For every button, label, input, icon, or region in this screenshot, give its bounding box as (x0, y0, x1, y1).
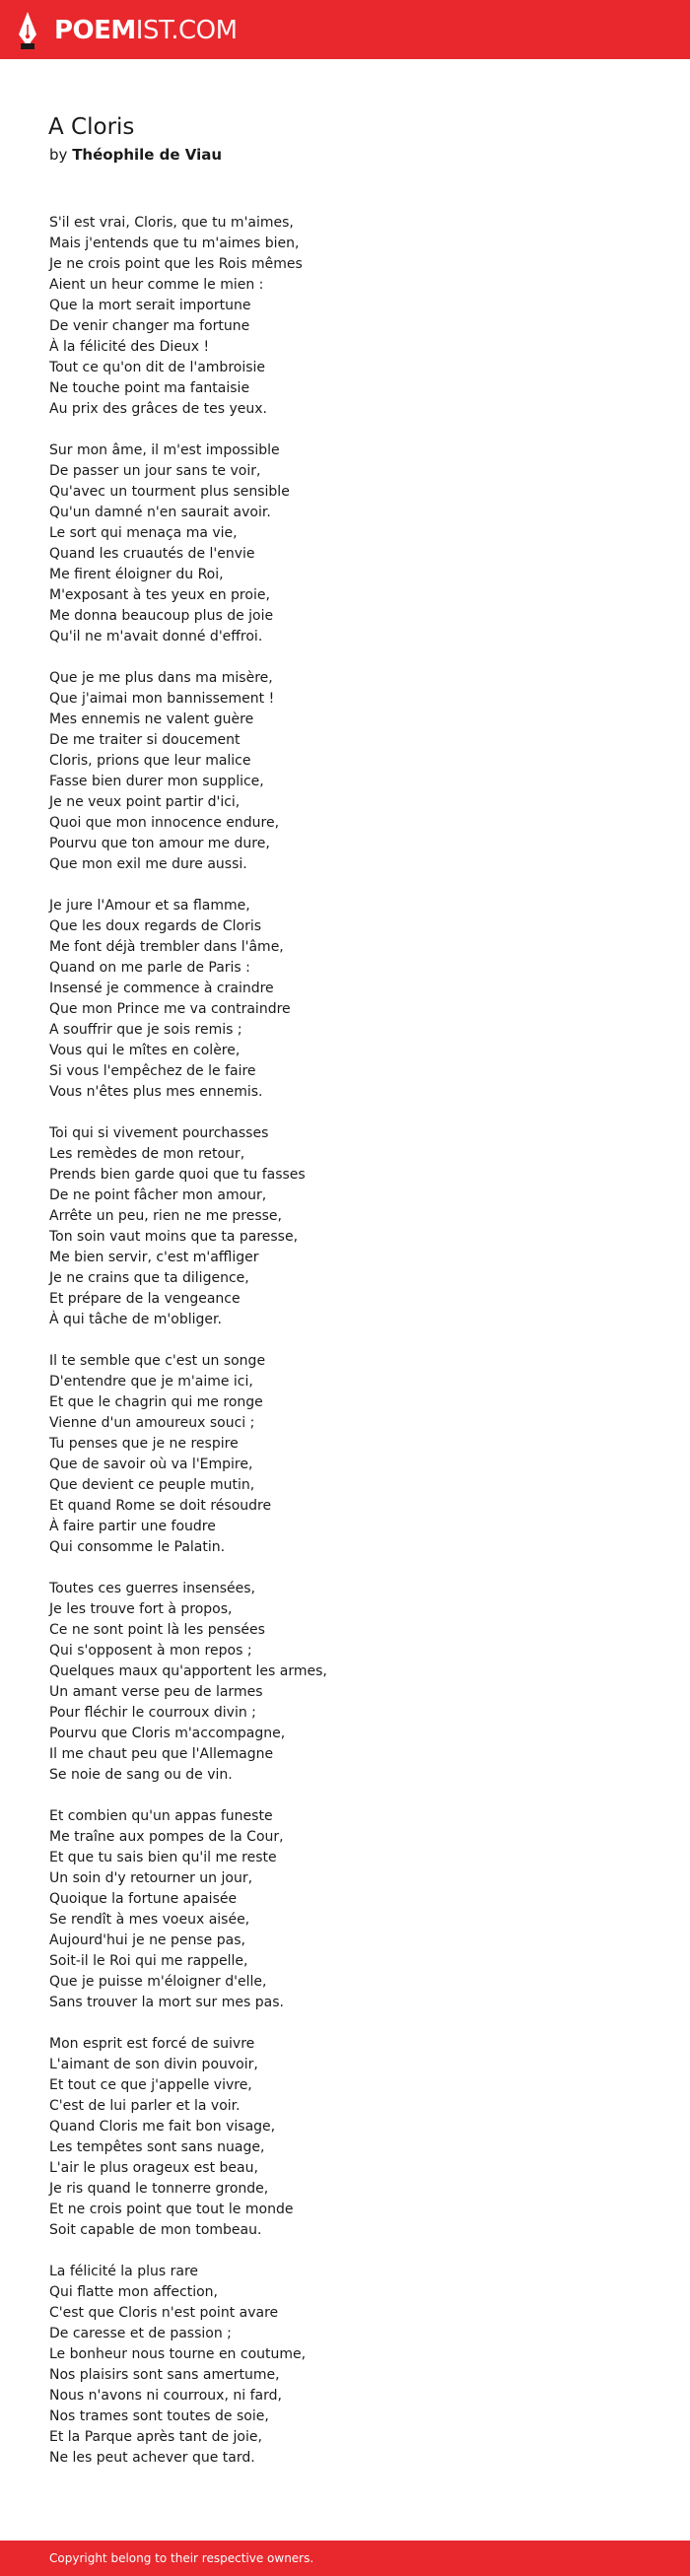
fountain-pen-nib-icon (17, 11, 38, 50)
poem-line: Ne les peut achever que tard. (49, 2450, 255, 2466)
poem-line: Insensé je commence à craindre (49, 981, 274, 996)
poem-line: C'est de lui parler et la voir. (49, 2098, 241, 2114)
poem-line: Les tempêtes sont sans nuage, (49, 2139, 265, 2155)
poem-line: Se rendît à mes voeux aisée, (49, 1912, 250, 1928)
stanza (49, 441, 660, 647)
poem-line: À qui tâche de m'obliger. (49, 1312, 222, 1327)
poem-line: Et que tu sais bien qu'il me reste (49, 1850, 277, 1865)
copyright-text: Copyright belong to their respective owners. (49, 2551, 314, 2565)
poem-line: Un amant verse peu de larmes (49, 1684, 263, 1700)
poem-line: Je ne crains que ta diligence, (49, 1270, 249, 1286)
poem-line: Quoique la fortune apaisée (49, 1891, 238, 1907)
poem-line: Je ne crois point que les Rois mêmes (49, 256, 303, 272)
poem-line: Aujourd'hui je ne pense pas, (49, 1932, 245, 1948)
poem-line: Que je puisse m'éloigner d'elle, (49, 1974, 267, 1990)
poem-line: Vienne d'un amoureux souci ; (49, 1415, 255, 1431)
poem-line: Aient un heur comme le mien : (49, 277, 264, 293)
poem-line: De me traiter si doucement (49, 732, 241, 748)
logo-text-light: IST.COM (135, 16, 238, 45)
stanza (49, 2262, 660, 2469)
poem-line: Mais j'entends que tu m'aimes bien, (49, 236, 300, 251)
poem-line: Le bonheur nous tourne en coutume, (49, 2346, 307, 2362)
poem-line: Tu penses que je ne respire (49, 1436, 239, 1452)
poem-line: Qu'il ne m'avait donné d'effroi. (49, 629, 263, 644)
poem-line: À faire partir une foudre (49, 1519, 216, 1534)
poem-line: Mes ennemis ne valent guère (49, 712, 254, 727)
poem-line: Que de savoir où va l'Empire, (49, 1457, 253, 1472)
poem-line: Me traîne aux pompes de la Cour, (49, 1829, 284, 1845)
poem-line: Toutes ces guerres insensées, (49, 1581, 256, 1596)
poem-line: A souffrir que je sois remis ; (49, 1022, 242, 1038)
poem-line: Que les doux regards de Cloris (49, 918, 262, 934)
poem-line: Qu'avec un tourment plus sensible (49, 484, 290, 500)
poem-line: Que je me plus dans ma misère, (49, 670, 273, 686)
poem-line: Et quand Rome se doit résoudre (49, 1498, 272, 1514)
poem-title: A Cloris (48, 114, 135, 140)
poem-line: Il te semble que c'est un songe (49, 1353, 266, 1369)
byline-prefix: by (49, 146, 68, 164)
stanza (49, 1351, 660, 1558)
poem-line: Quand on me parle de Paris : (49, 960, 250, 976)
poem-line: Que mon Prince me va contraindre (49, 1001, 291, 1017)
poem-line: Fasse bien durer mon supplice, (49, 774, 264, 789)
poem-line: L'aimant de son divin pouvoir, (49, 2057, 258, 2072)
poem-line: De venir changer ma fortune (49, 318, 250, 334)
poem-line: Nous n'avons ni courroux, ni fard, (49, 2388, 282, 2404)
poem-line: Je les trouve fort à propos, (49, 1601, 233, 1617)
poem-line: Soit-il le Roi qui me rappelle, (49, 1953, 248, 1969)
poem-line: Et prépare de la vengeance (49, 1291, 241, 1307)
stanza (49, 1579, 660, 1786)
site-footer (0, 2541, 690, 2576)
site-logo-text (54, 11, 238, 50)
poem-line: De caresse et de passion ; (49, 2326, 232, 2341)
stanza (49, 2034, 660, 2241)
poem-line: Il me chaut peu que l'Allemagne (49, 1746, 274, 1762)
poem-line: Soit capable de mon tombeau. (49, 2222, 262, 2238)
poem-line: Et combien qu'un appas funeste (49, 1808, 273, 1824)
poem-line: Pour fléchir le courroux divin ; (49, 1705, 256, 1721)
stanza (49, 213, 660, 420)
poem-line: Que devient ce peuple mutin, (49, 1477, 255, 1493)
poem-line: Et ne crois point que tout le monde (49, 2202, 294, 2217)
poem-line: Le sort qui menaça ma vie, (49, 525, 238, 541)
poem-line: Que mon exil me dure aussi. (49, 856, 247, 872)
poem-line: Sans trouver la mort sur mes pas. (49, 1995, 284, 2010)
poem-line: Quand les cruautés de l'envie (49, 546, 255, 562)
poem-line: Ton soin vaut moins que ta paresse, (49, 1229, 299, 1245)
poem-line: Me font déjà trembler dans l'âme, (49, 939, 284, 955)
byline (49, 144, 222, 166)
poem-line: Un soin d'y retourner un jour, (49, 1870, 253, 1886)
poem-line: Ne touche point ma fantaisie (49, 380, 250, 396)
stanza (49, 668, 660, 875)
poem-line: Se noie de sang ou de vin. (49, 1767, 233, 1783)
poem-line: Les remèdes de mon retour, (49, 1146, 245, 1162)
stanza (49, 896, 660, 1103)
stanza (49, 1806, 660, 2013)
poem-line: De passer un jour sans te voir, (49, 463, 261, 479)
poem-line: Qui consomme le Palatin. (49, 1539, 226, 1555)
poem-line: L'air le plus orageux est beau, (49, 2160, 258, 2176)
poem-line: Je ris quand le tonnerre gronde, (49, 2181, 269, 2197)
poem-line: Si vous l'empêchez de le faire (49, 1063, 256, 1079)
poem-line: Pourvu que ton amour me dure, (49, 836, 270, 851)
poem-line: Nos trames sont toutes de soie, (49, 2408, 269, 2424)
poem-line: Quoi que mon innocence endure, (49, 815, 280, 831)
poem-line: Pourvu que Cloris m'accompagne, (49, 1726, 286, 1741)
poem-line: Et tout ce que j'appelle vivre, (49, 2077, 252, 2093)
poem-line: Et que le chagrin qui me ronge (49, 1394, 263, 1410)
poem-line: Qu'un damné n'en saurait avoir. (49, 505, 271, 520)
poem-line: Ce ne sont point là les pensées (49, 1622, 265, 1638)
site-logo[interactable] (17, 11, 238, 50)
poem-line: Au prix des grâces de tes yeux. (49, 401, 267, 417)
poem-body (49, 213, 660, 2489)
site-header (0, 0, 690, 59)
poem-line: Vous n'êtes plus mes ennemis. (49, 1084, 263, 1100)
poem-line: Sur mon âme, il m'est impossible (49, 442, 280, 458)
logo-text-bold: POEM (54, 16, 136, 45)
poem-line: Arrête un peu, rien ne me presse, (49, 1208, 282, 1224)
poem-line: Que j'aimai mon bannissement ! (49, 691, 275, 707)
poem-line: Je ne veux point partir d'ici, (49, 794, 241, 810)
poem-line: C'est que Cloris n'est point avare (49, 2305, 279, 2321)
poem-line: Je jure l'Amour et sa flamme, (49, 898, 250, 914)
poem-line: Et la Parque après tant de joie, (49, 2429, 262, 2445)
poem-line: Toi qui si vivement pourchasses (49, 1125, 269, 1141)
author-link[interactable]: Théophile de Viau (72, 146, 223, 164)
poem-line: Que la mort serait importune (49, 298, 251, 313)
poem-line: Me bien servir, c'est m'affliger (49, 1250, 259, 1265)
poem-line: Quelques maux qu'apportent les armes, (49, 1663, 327, 1679)
poem-line: Qui s'opposent à mon repos ; (49, 1643, 252, 1659)
poem-line: À la félicité des Dieux ! (49, 339, 210, 355)
poem-line: S'il est vrai, Cloris, que tu m'aimes, (49, 215, 294, 231)
poem-line: D'entendre que je m'aime ici, (49, 1374, 253, 1390)
stanza (49, 1123, 660, 1330)
poem-line: Nos plaisirs sont sans amertume, (49, 2367, 280, 2383)
poem-line: La félicité la plus rare (49, 2264, 198, 2279)
poem-line: Cloris, prions que leur malice (49, 753, 251, 769)
poem-line: Mon esprit est forcé de suivre (49, 2036, 255, 2052)
poem-line: Me donna beaucoup plus de joie (49, 608, 274, 624)
poem-line: Me firent éloigner du Roi, (49, 567, 224, 582)
poem-line: Tout ce qu'on dit de l'ambroisie (49, 360, 266, 375)
poem-line: Prends bien garde quoi que tu fasses (49, 1167, 306, 1183)
poem-line: Vous qui le mîtes en colère, (49, 1043, 241, 1058)
poem-line: Quand Cloris me fait bon visage, (49, 2119, 276, 2135)
poem-line: Qui flatte mon affection, (49, 2284, 219, 2300)
poem-line: M'exposant à tes yeux en proie, (49, 587, 270, 603)
poem-line: De ne point fâcher mon amour, (49, 1187, 267, 1203)
